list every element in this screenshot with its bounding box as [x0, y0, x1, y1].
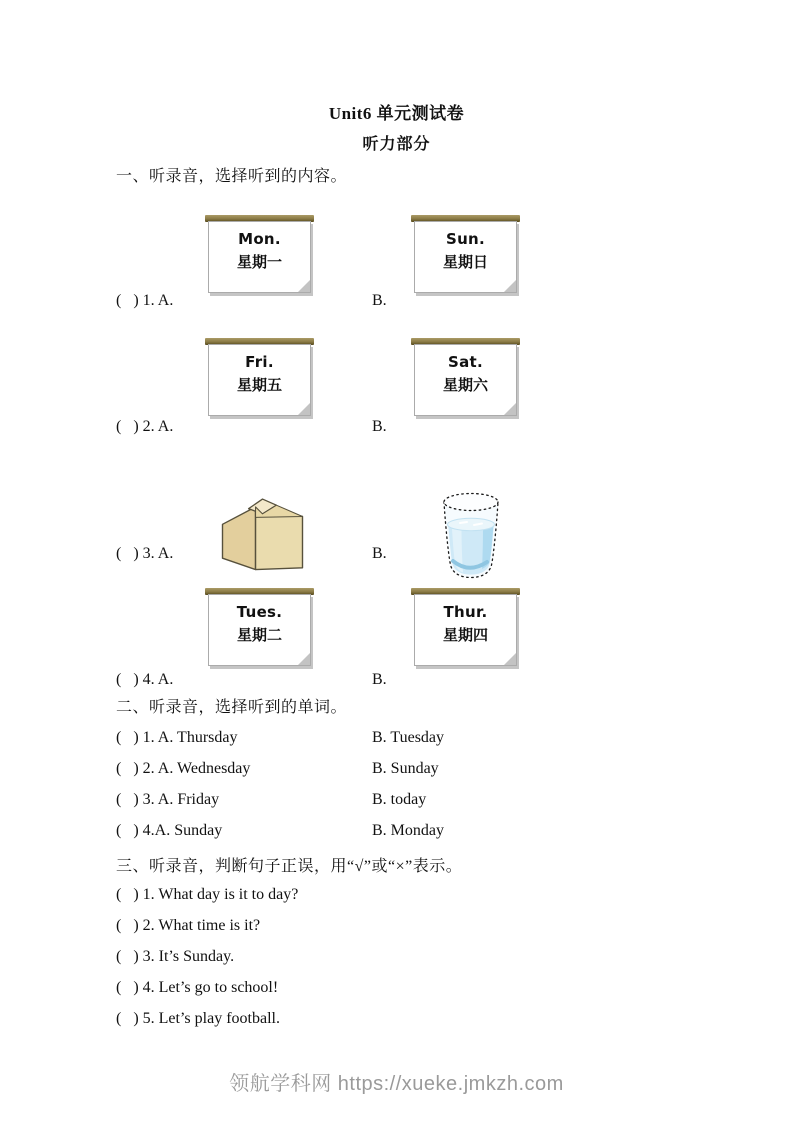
calendar-card-saturday — [413, 338, 519, 420]
card-day-chinese: 星期二 — [236, 626, 282, 644]
card-day-chinese: 星期日 — [442, 253, 488, 271]
page-curl — [298, 403, 310, 415]
page-title: Unit6 单元测试卷 — [328, 104, 465, 123]
cardboard-box-image — [219, 457, 306, 609]
calendar-card-friday — [207, 338, 313, 420]
card-day-abbrev: Fri. — [245, 353, 274, 371]
card-day-abbrev: Mon. — [238, 230, 281, 248]
s1-q4-answer-blank: ( ) 4. A. — [116, 671, 174, 688]
card-day-abbrev: Thur. — [443, 603, 488, 621]
card-day-chinese: 星期一 — [236, 253, 282, 271]
card-day-chinese: 星期四 — [442, 626, 488, 644]
s2-q4-option-b: B. Monday — [372, 822, 444, 839]
s1-q4-option-b-label: B. — [372, 671, 387, 688]
s2-q3-option-b: B. today — [372, 791, 427, 808]
section2-heading: 二、听录音，选择听到的单词。 — [116, 699, 348, 716]
s3-q5-sentence: ( ) 5. Let’s play football. — [116, 1010, 280, 1027]
s3-q3-sentence: ( ) 3. It’s Sunday. — [116, 948, 235, 965]
footer-site-link[interactable]: 领航学科网 https://xueke.jmkzh.com — [229, 1073, 564, 1095]
s2-q1-option-b: B. Tuesday — [372, 729, 445, 746]
calendar-card-monday — [207, 215, 313, 297]
calendar-card-thursday — [413, 588, 519, 670]
s1-q2-option-b-label: B. — [372, 418, 387, 435]
s3-q2-sentence: ( ) 2. What time is it? — [116, 917, 261, 934]
s2-q4-option-a: ( ) 4.A. Sunday — [116, 822, 223, 839]
page-curl — [298, 653, 310, 665]
card-day-abbrev: Sat. — [448, 353, 483, 371]
s1-q1-answer-blank: ( ) 1. A. — [116, 292, 174, 309]
section1-heading: 一、听录音，选择听到的内容。 — [116, 168, 348, 185]
s1-q3-answer-blank: ( ) 3. A. — [116, 545, 174, 562]
s3-q1-sentence: ( ) 1. What day is it to day? — [116, 886, 299, 903]
page-curl — [504, 403, 516, 415]
page-curl — [504, 280, 516, 292]
s2-q1-option-a: ( ) 1. A. Thursday — [116, 729, 238, 746]
listening-part-heading: 听力部分 — [362, 136, 431, 153]
page-curl — [298, 280, 310, 292]
s2-q2-option-a: ( ) 2. A. Wednesday — [116, 760, 251, 777]
s1-q2-answer-blank: ( ) 2. A. — [116, 418, 174, 435]
calendar-card-sunday — [413, 215, 519, 297]
card-day-chinese: 星期五 — [236, 376, 282, 394]
section3-heading: 三、听录音，判断句子正误，用“√”或“×”表示。 — [116, 858, 463, 875]
s3-q4-sentence: ( ) 4. Let’s go to school! — [116, 979, 279, 996]
s1-q3-option-b-label: B. — [372, 545, 387, 562]
page-curl — [504, 653, 516, 665]
s2-q3-option-a: ( ) 3. A. Friday — [116, 791, 220, 808]
calendar-card-tuesday — [207, 588, 313, 670]
card-day-chinese: 星期六 — [442, 376, 488, 394]
card-day-abbrev: Sun. — [445, 230, 486, 248]
s1-q1-option-b-label: B. — [372, 292, 387, 309]
s2-q2-option-b: B. Sunday — [372, 760, 439, 777]
card-day-abbrev: Tues. — [236, 603, 283, 621]
